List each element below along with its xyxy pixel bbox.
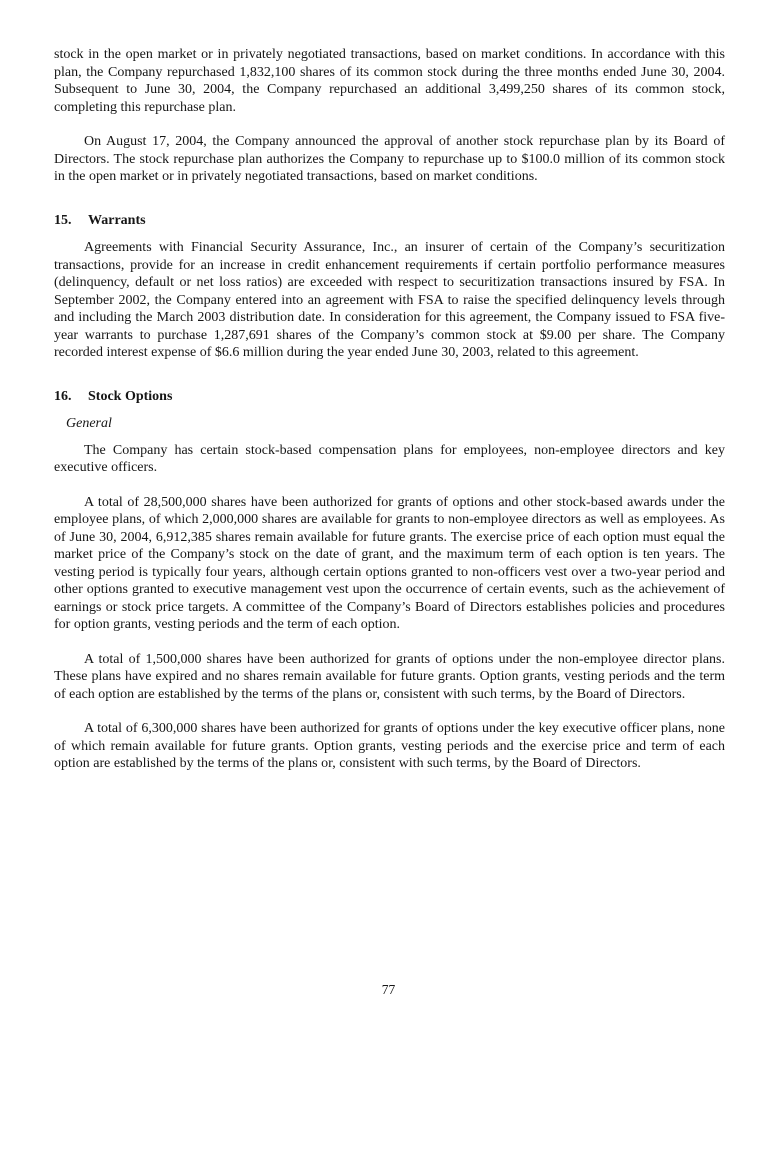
section-number-stock-options: 16.	[54, 388, 72, 404]
section-heading-warrants	[54, 212, 725, 230]
paragraph-august-repurchase-plan: On August 17, 2004, the Company announced the approval of another stock repurchase plan by its Board of Directors. The stock repurchase plan authorizes the Company to repurchase up to $100.0 million of its common stock in the open market or in privately negotiated transactions, based on market conditions.	[54, 134, 725, 184]
paragraph-warrants-body: Agreements with Financial Security Assurance, Inc., an insurer of certain of the Company’s securitization transactions, provide for an increase in credit enhancement requirements if certain portfolio performance measures (delinquency, default or net loss ratios) are exceeded with respect to securitization transactions insured by FSA. In September 2002, the Company entered into an agreement with FSA to raise the specified delinquency levels through and including the March 2003 distribution date. In consideration for this agreement, the Company issued to FSA five-year warrants to purchase 1,287,691 shares of the Company’s common stock at $9.00 per share. The Company recorded interest expense of $6.6 million during the year ended June 30, 2003, related to this agreement.	[54, 240, 725, 360]
page-content	[54, 46, 725, 773]
section-title-stock-options: Stock Options	[88, 388, 173, 404]
subsection-heading-general: General	[66, 416, 112, 431]
paragraph-executive-plans: A total of 6,300,000 shares have been authorized for grants of options under the key executive officer plans, none of which remain available for future grants. Option grants, vesting periods and the exercise price and term of each option are established by the terms of the plans or, consistent with such terms, by the Board of Directors.	[54, 721, 725, 771]
paragraph-employee-plans: A total of 28,500,000 shares have been authorized for grants of options and other stock-based awards under the employee plans, of which 2,000,000 shares are available for grants to non-employee directors as well as employees. As of June 30, 2004, 6,912,385 shares remain available for future grants. The exercise price of each option must equal the market price of the Company’s stock on the date of grant, and the maximum term of each option is ten years. The vesting period is typically four years, although certain options granted to non-officers vest over a two-year period and other options granted to executive management vest upon the occurrence of certain events, such as the achievement of earnings or stock price targets. A committee of the Company’s Board of Directors establishes policies and procedures for option grants, vesting periods and the term of each option.	[54, 494, 725, 632]
page-footer	[0, 981, 777, 1000]
section-title-warrants: Warrants	[88, 212, 146, 228]
paragraph-director-plans: A total of 1,500,000 shares have been authorized for grants of options under the non-employee director plans. These plans have expired and no shares remain available for future grants. Option grants, vesting periods and the term of each option are established by the terms of the plans or, consistent with such terms, by the Board of Directors.	[54, 651, 725, 702]
section-number-warrants: 15.	[54, 212, 72, 228]
paragraph-general-intro: The Company has certain stock-based compensation plans for employees, non-employee directors and key executive officers.	[54, 442, 725, 475]
paragraph-repurchase-continuation: stock in the open market or in privately negotiated transactions, based on market conditions. In accordance with this plan, the Company repurchased 1,832,100 shares of its common stock during the three months ended June 30, 2004. Subsequent to June 30, 2004, the Company repurchased an additional 3,499,250 shares of its common stock, completing this repurchase plan.	[54, 47, 725, 115]
page-number: 77	[381, 982, 396, 997]
section-heading-stock-options	[54, 388, 725, 406]
